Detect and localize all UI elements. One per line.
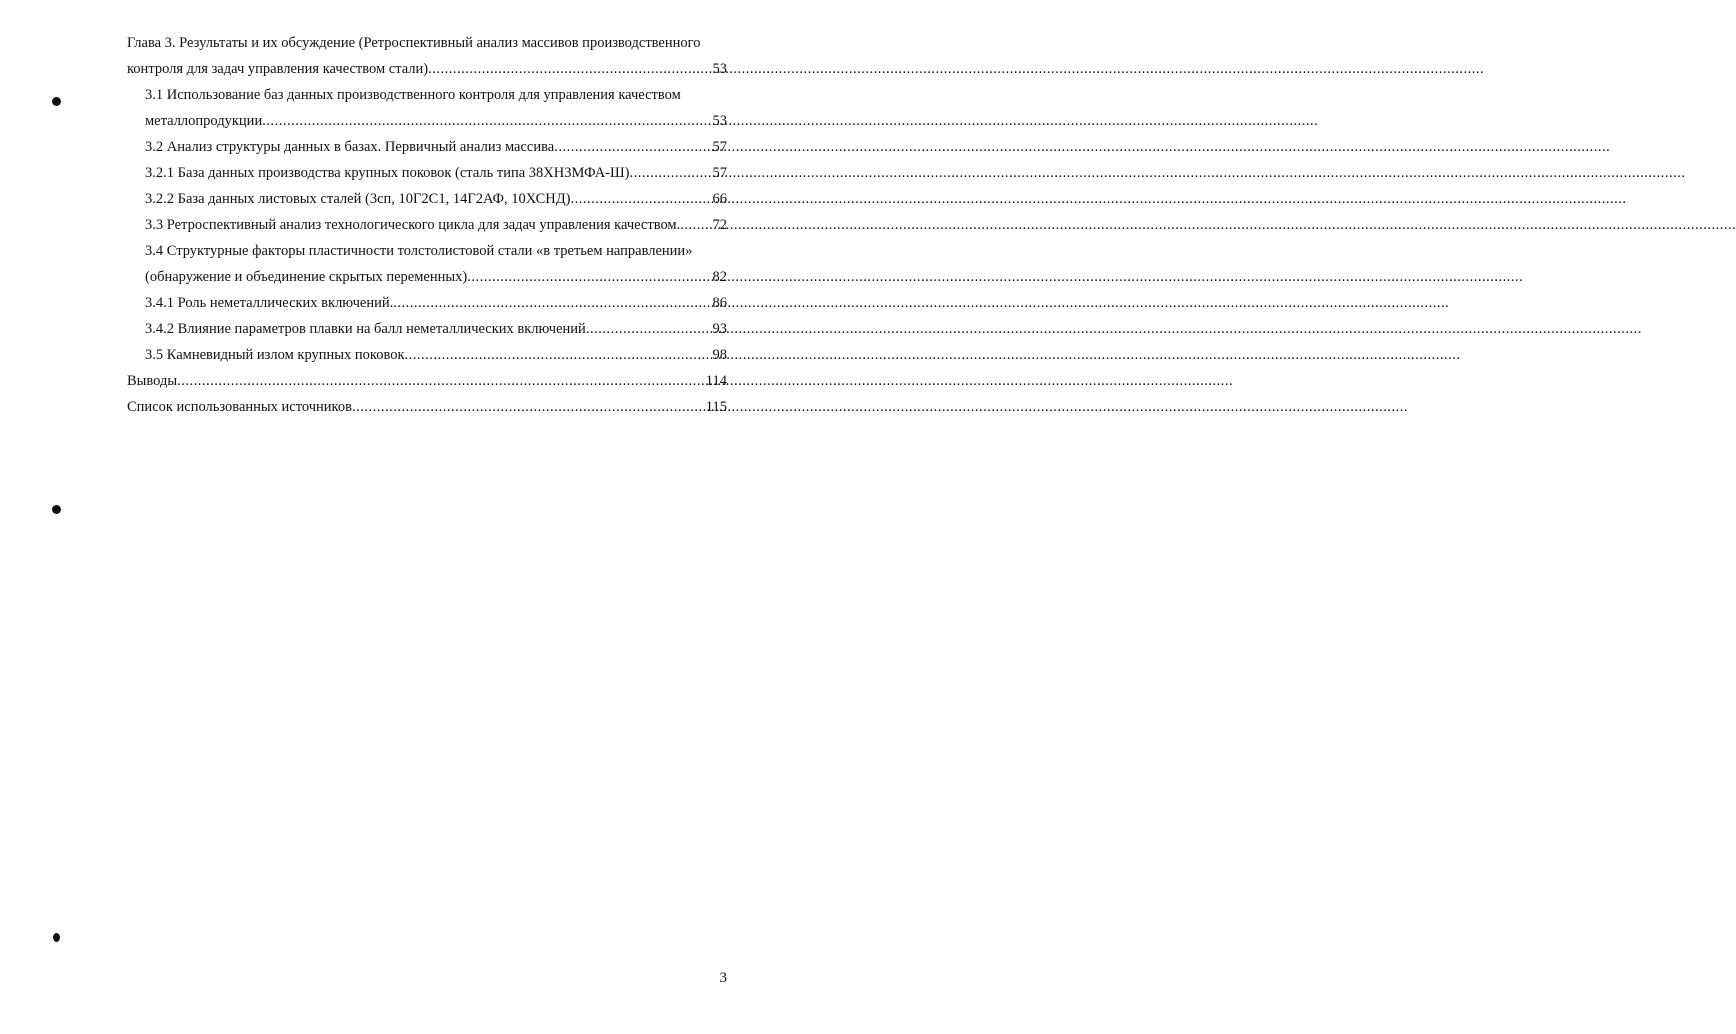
document-page (0, 0, 799, 1034)
dot-leader (554, 134, 711, 160)
toc-entry-3-2-2[interactable] (127, 186, 727, 212)
toc-entry-title-line: Глава 3. Результаты и их обсуждение (Ретроспективный анализ массивов производственного (127, 35, 701, 51)
toc-entry-title-line: 3.2.2 База данных листовых сталей (3сп, 10Г2С1, 14Г2АФ, 10ХСНД) (145, 191, 571, 207)
dot-leader (177, 368, 705, 394)
dot-leader (586, 316, 712, 342)
dot-leader (629, 160, 711, 186)
dot-leader (467, 264, 711, 290)
dot-leader (393, 290, 711, 316)
toc-page-number: 114 (705, 373, 727, 389)
toc-entry-title-line: 3.4 Структурные факторы пластичности толстолистовой стали «в третьем направлении» (145, 243, 693, 259)
toc-entry-title-line: (обнаружение и объединение скрытых переменных) (145, 269, 468, 285)
binding-hole-mark (53, 933, 60, 942)
toc-entry-title-line: контроля для задач управления качеством стали) (127, 61, 429, 77)
dot-leader (262, 108, 711, 134)
toc-page-number: 72 (712, 217, 727, 233)
toc-entry-conclusions[interactable] (127, 368, 727, 394)
dot-leader (680, 212, 711, 238)
toc-page-number: 98 (712, 347, 727, 363)
toc-entry-title-line: 3.5 Камневидный излом крупных поковок (145, 347, 405, 363)
page-number: 3 (719, 970, 727, 986)
toc-entry-title-line: 3.2 Анализ структуры данных в базах. Первичный анализ массива (145, 139, 555, 155)
toc-entry-title-line: Список использованных источников (127, 399, 352, 415)
toc-entry-3-1[interactable] (127, 82, 727, 134)
dot-leader (428, 56, 711, 82)
toc-page-number: 66 (712, 191, 727, 207)
dot-leader (352, 394, 705, 420)
dot-leader (571, 186, 712, 212)
toc-entry-3-4[interactable] (127, 238, 727, 290)
toc-entry-3-4-1[interactable] (127, 290, 727, 316)
toc-entry-chapter-3[interactable] (127, 30, 727, 82)
toc-page-number: 57 (712, 139, 727, 155)
toc-page-number: 115 (705, 399, 727, 415)
toc-page-number: 53 (712, 61, 727, 77)
toc-entry-3-2-1[interactable] (127, 160, 727, 186)
toc-entry-title-line: 3.2.1 База данных производства крупных поковок (сталь типа 38ХН3МФА-Ш) (145, 165, 630, 181)
dot-leader (405, 342, 712, 368)
toc-entry-title-line: Выводы (127, 373, 178, 389)
binding-hole-mark (52, 97, 61, 106)
toc-page-number: 86 (712, 295, 727, 311)
toc-entry-title-line: 3.1 Использование баз данных производственного контроля для управления качеством (145, 87, 681, 103)
toc-page-number: 93 (712, 321, 727, 337)
toc-page-number: 82 (712, 269, 727, 285)
toc-page-number: 57 (712, 165, 727, 181)
toc-entry-3-4-2[interactable] (127, 316, 727, 342)
toc-entry-3-3[interactable] (127, 212, 727, 238)
binding-hole-mark (52, 505, 61, 514)
table-of-contents (127, 30, 727, 420)
toc-page-number: 53 (712, 113, 727, 129)
toc-entry-3-2[interactable] (127, 134, 727, 160)
toc-entry-title-line: 3.4.2 Влияние параметров плавки на балл неметаллических включений (145, 321, 586, 337)
toc-entry-references[interactable] (127, 394, 727, 420)
toc-entry-3-5[interactable] (127, 342, 727, 368)
toc-entry-title-line: металлопродукции (145, 113, 263, 129)
toc-entry-title-line: 3.4.1 Роль неметаллических включений. (145, 295, 394, 311)
toc-entry-title-line: 3.3 Ретроспективный анализ технологического цикла для задач управления качеством. (145, 217, 681, 233)
